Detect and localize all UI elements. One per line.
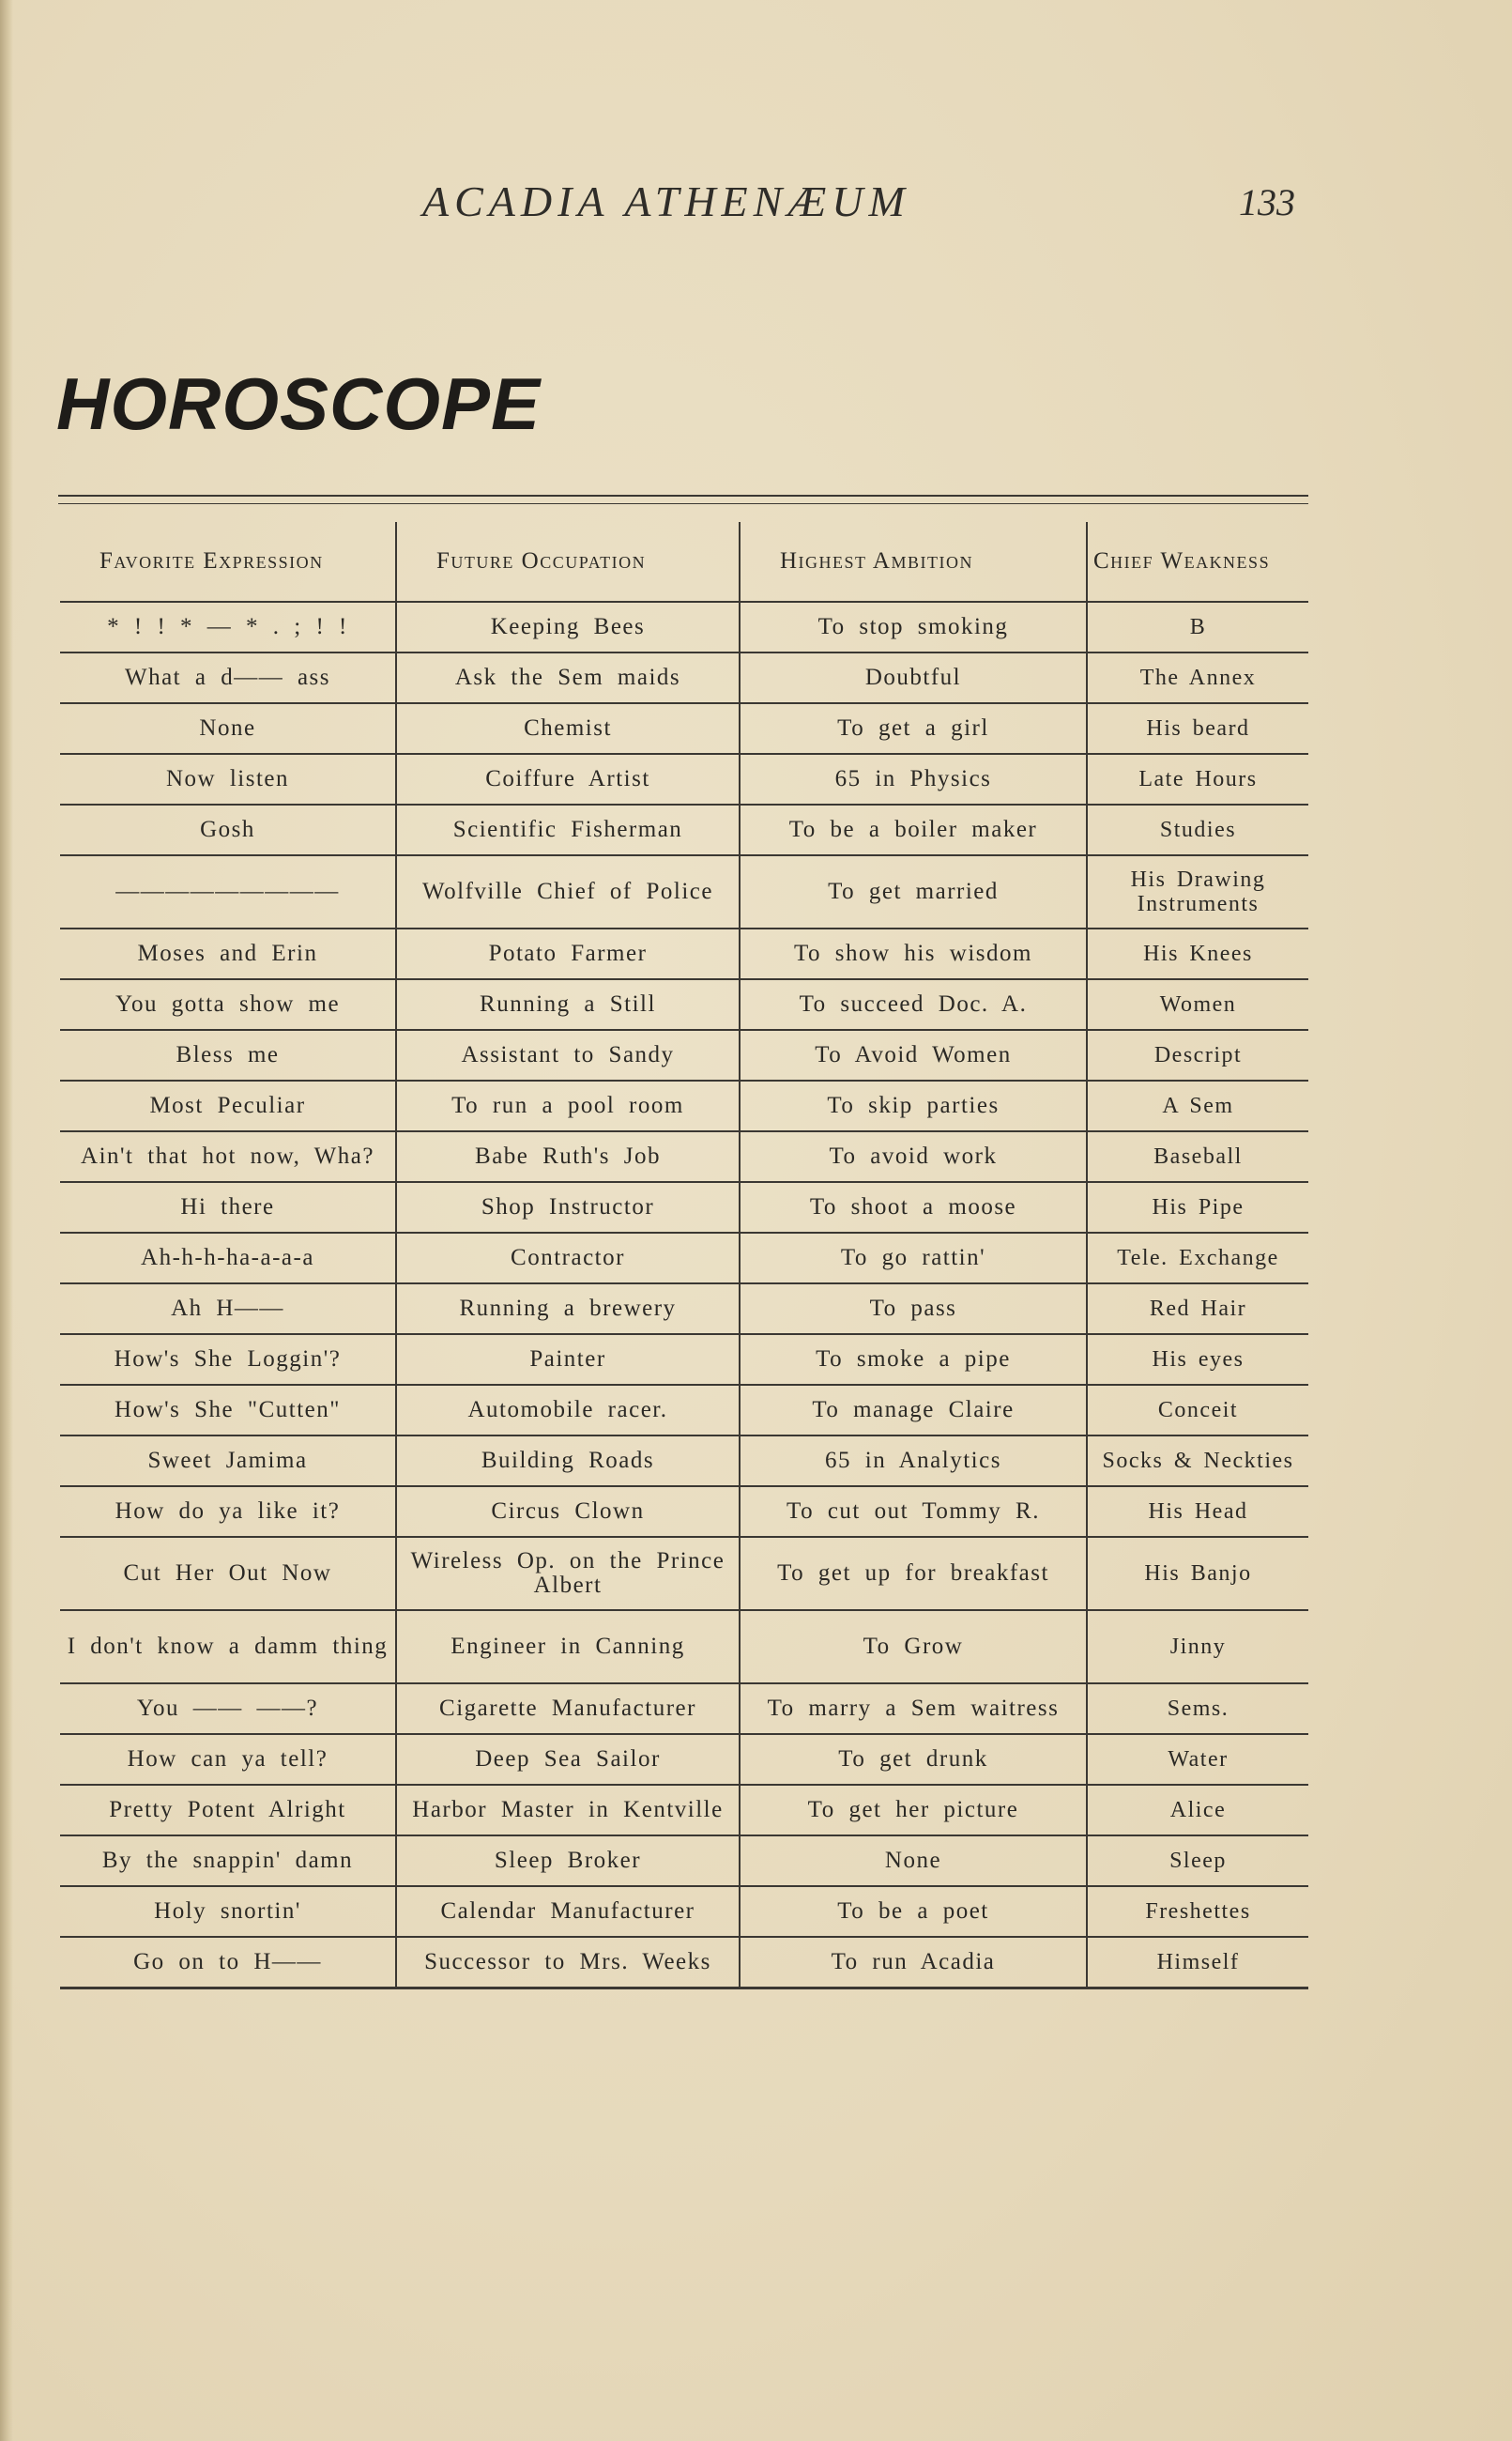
table-row <box>60 1233 1308 1283</box>
favorite-expression-cell: You —— ——? <box>60 1683 396 1734</box>
table-row <box>60 1435 1308 1486</box>
future-occupation-cell: Wolfville Chief of Police <box>396 855 740 929</box>
future-occupation-cell: Painter <box>396 1334 740 1385</box>
future-occupation-cell: Circus Clown <box>396 1486 740 1537</box>
future-occupation-cell: Deep Sea Sailor <box>396 1734 740 1785</box>
highest-ambition-cell: To run Acadia <box>740 1937 1087 1988</box>
favorite-expression-cell: Ah-h-h-ha-a-a-a <box>60 1233 396 1283</box>
table-row <box>60 1734 1308 1785</box>
highest-ambition-cell: None <box>740 1835 1087 1886</box>
column-header-chief-weakness: Chief Weakness <box>1087 522 1308 602</box>
highest-ambition-cell: To skip parties <box>740 1081 1087 1131</box>
chief-weakness-cell: Late Hours <box>1087 754 1308 805</box>
chief-weakness-cell: A Sem <box>1087 1081 1308 1131</box>
table-row <box>60 1385 1308 1435</box>
chief-weakness-cell: Studies <box>1087 805 1308 855</box>
favorite-expression-cell: How can ya tell? <box>60 1734 396 1785</box>
future-occupation-cell: Running a Still <box>396 979 740 1030</box>
future-occupation-cell: Coiffure Artist <box>396 754 740 805</box>
chief-weakness-cell: Jinny <box>1087 1610 1308 1683</box>
highest-ambition-cell: To cut out Tommy R. <box>740 1486 1087 1537</box>
highest-ambition-cell: 65 in Analytics <box>740 1435 1087 1486</box>
table-row <box>60 1030 1308 1081</box>
future-occupation-cell: Successor to Mrs. Weeks <box>396 1937 740 1988</box>
favorite-expression-cell: Moses and Erin <box>60 929 396 979</box>
horoscope-table <box>60 522 1308 1989</box>
future-occupation-cell: Scientific Fisherman <box>396 805 740 855</box>
highest-ambition-cell: To get up for breakfast <box>740 1537 1087 1610</box>
table-row <box>60 929 1308 979</box>
table-row <box>60 703 1308 754</box>
table-row <box>60 1683 1308 1734</box>
chief-weakness-cell: Water <box>1087 1734 1308 1785</box>
highest-ambition-cell: 65 in Physics <box>740 754 1087 805</box>
table-row <box>60 1785 1308 1835</box>
future-occupation-cell: Babe Ruth's Job <box>396 1131 740 1182</box>
table-row <box>60 1334 1308 1385</box>
favorite-expression-cell: Go on to H—— <box>60 1937 396 1988</box>
future-occupation-cell: Cigarette Manufacturer <box>396 1683 740 1734</box>
table-header-row <box>60 522 1308 602</box>
highest-ambition-cell: To avoid work <box>740 1131 1087 1182</box>
favorite-expression-cell: Gosh <box>60 805 396 855</box>
favorite-expression-cell: Ain't that hot now, Wha? <box>60 1131 396 1182</box>
table-row <box>60 1835 1308 1886</box>
table-row <box>60 754 1308 805</box>
favorite-expression-cell: * ! ! * — * . ; ! ! <box>60 602 396 652</box>
future-occupation-cell: To run a pool room <box>396 1081 740 1131</box>
highest-ambition-cell: To stop smoking <box>740 602 1087 652</box>
future-occupation-cell: Keeping Bees <box>396 602 740 652</box>
highest-ambition-cell: To go rattin' <box>740 1233 1087 1283</box>
running-title: ACADIA ATHENÆUM <box>422 177 910 225</box>
highest-ambition-cell: To show his wisdom <box>740 929 1087 979</box>
future-occupation-cell: Sleep Broker <box>396 1835 740 1886</box>
chief-weakness-cell: B <box>1087 602 1308 652</box>
highest-ambition-cell: To Grow <box>740 1610 1087 1683</box>
chief-weakness-cell: Freshettes <box>1087 1886 1308 1937</box>
favorite-expression-cell: Hi there <box>60 1182 396 1233</box>
future-occupation-cell: Running a brewery <box>396 1283 740 1334</box>
future-occupation-cell: Potato Farmer <box>396 929 740 979</box>
highest-ambition-cell: To pass <box>740 1283 1087 1334</box>
highest-ambition-cell: To succeed Doc. A. <box>740 979 1087 1030</box>
future-occupation-cell: Ask the Sem maids <box>396 652 740 703</box>
highest-ambition-cell: To be a boiler maker <box>740 805 1087 855</box>
favorite-expression-cell: Most Peculiar <box>60 1081 396 1131</box>
favorite-expression-cell: Ah H—— <box>60 1283 396 1334</box>
chief-weakness-cell: His Drawing Instruments <box>1087 855 1308 929</box>
highest-ambition-cell: To get married <box>740 855 1087 929</box>
favorite-expression-cell: What a d—— ass <box>60 652 396 703</box>
page-number: 133 <box>1239 181 1295 223</box>
favorite-expression-cell: How's She Loggin'? <box>60 1334 396 1385</box>
highest-ambition-cell: Doubtful <box>740 652 1087 703</box>
column-header-future-occupation: Future Occupation <box>396 522 740 602</box>
future-occupation-cell: Assistant to Sandy <box>396 1030 740 1081</box>
chief-weakness-cell: Descript <box>1087 1030 1308 1081</box>
table-row <box>60 602 1308 652</box>
chief-weakness-cell: Women <box>1087 979 1308 1030</box>
future-occupation-cell: Automobile racer. <box>396 1385 740 1435</box>
favorite-expression-cell: Holy snortin' <box>60 1886 396 1937</box>
favorite-expression-cell: ————————— <box>60 855 396 929</box>
page-header <box>0 177 1512 233</box>
chief-weakness-cell: Red Hair <box>1087 1283 1308 1334</box>
chief-weakness-cell: His Banjo <box>1087 1537 1308 1610</box>
favorite-expression-cell: How's She "Cutten" <box>60 1385 396 1435</box>
highest-ambition-cell: To get a girl <box>740 703 1087 754</box>
chief-weakness-cell: His Pipe <box>1087 1182 1308 1233</box>
future-occupation-cell: Calendar Manufacturer <box>396 1886 740 1937</box>
favorite-expression-cell: By the snappin' damn <box>60 1835 396 1886</box>
column-header-highest-ambition: Highest Ambition <box>740 522 1087 602</box>
chief-weakness-cell: The Annex <box>1087 652 1308 703</box>
table-row <box>60 1486 1308 1537</box>
chief-weakness-cell: His Head <box>1087 1486 1308 1537</box>
table-row <box>60 1886 1308 1937</box>
highest-ambition-cell: To smoke a pipe <box>740 1334 1087 1385</box>
future-occupation-cell: Shop Instructor <box>396 1182 740 1233</box>
table-row <box>60 1081 1308 1131</box>
table-row <box>60 1537 1308 1610</box>
favorite-expression-cell: Pretty Potent Alright <box>60 1785 396 1835</box>
favorite-expression-cell: Bless me <box>60 1030 396 1081</box>
chief-weakness-cell: His Knees <box>1087 929 1308 979</box>
highest-ambition-cell: To marry a Sem waitress <box>740 1683 1087 1734</box>
horoscope-table-wrap <box>60 522 1308 1989</box>
favorite-expression-cell: Sweet Jamima <box>60 1435 396 1486</box>
future-occupation-cell: Wireless Op. on the Prince Albert <box>396 1537 740 1610</box>
title-rule-bottom <box>58 503 1308 504</box>
chief-weakness-cell: His beard <box>1087 703 1308 754</box>
page-title: HOROSCOPE <box>56 362 542 445</box>
chief-weakness-cell: Sleep <box>1087 1835 1308 1886</box>
chief-weakness-cell: Himself <box>1087 1937 1308 1988</box>
table-body <box>60 602 1308 1988</box>
chief-weakness-cell: His eyes <box>1087 1334 1308 1385</box>
chief-weakness-cell: Tele. Exchange <box>1087 1233 1308 1283</box>
table-row <box>60 1610 1308 1683</box>
highest-ambition-cell: To shoot a moose <box>740 1182 1087 1233</box>
favorite-expression-cell: None <box>60 703 396 754</box>
favorite-expression-cell: How do ya like it? <box>60 1486 396 1537</box>
highest-ambition-cell: To Avoid Women <box>740 1030 1087 1081</box>
table-row <box>60 1937 1308 1988</box>
highest-ambition-cell: To be a poet <box>740 1886 1087 1937</box>
table-row <box>60 979 1308 1030</box>
chief-weakness-cell: Sems. <box>1087 1683 1308 1734</box>
chief-weakness-cell: Baseball <box>1087 1131 1308 1182</box>
favorite-expression-cell: Cut Her Out Now <box>60 1537 396 1610</box>
table-row <box>60 1131 1308 1182</box>
chief-weakness-cell: Socks & Neckties <box>1087 1435 1308 1486</box>
future-occupation-cell: Contractor <box>396 1233 740 1283</box>
highest-ambition-cell: To manage Claire <box>740 1385 1087 1435</box>
future-occupation-cell: Chemist <box>396 703 740 754</box>
favorite-expression-cell: You gotta show me <box>60 979 396 1030</box>
table-row <box>60 1283 1308 1334</box>
table-row <box>60 855 1308 929</box>
favorite-expression-cell: Now listen <box>60 754 396 805</box>
future-occupation-cell: Harbor Master in Kentville <box>396 1785 740 1835</box>
future-occupation-cell: Engineer in Canning <box>396 1610 740 1683</box>
future-occupation-cell: Building Roads <box>396 1435 740 1486</box>
table-row <box>60 652 1308 703</box>
table-row <box>60 805 1308 855</box>
highest-ambition-cell: To get her picture <box>740 1785 1087 1835</box>
column-header-favorite-expression: Favorite Expression <box>60 522 396 602</box>
chief-weakness-cell: Conceit <box>1087 1385 1308 1435</box>
page-edge-shadow <box>0 0 13 2441</box>
title-rule-top <box>58 495 1308 497</box>
favorite-expression-cell: I don't know a damm thing <box>60 1610 396 1683</box>
chief-weakness-cell: Alice <box>1087 1785 1308 1835</box>
table-row <box>60 1182 1308 1233</box>
highest-ambition-cell: To get drunk <box>740 1734 1087 1785</box>
